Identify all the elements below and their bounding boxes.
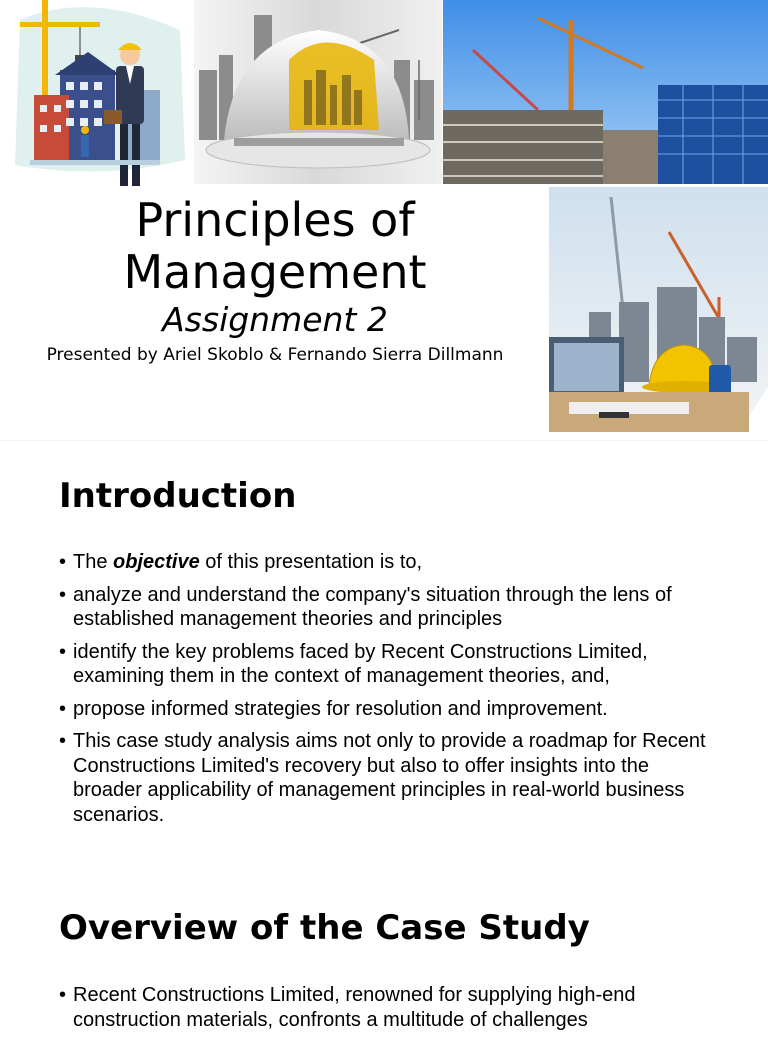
introduction-bullets [59,550,719,835]
presenters: Presented by Ariel Skoblo & Fernando Sierra Dillmann [46,345,504,365]
overview-bullets [59,983,719,1040]
list-item: • propose informed strategies for resolution and improvement. [59,697,719,722]
list-item: • The objective of this presentation is to, [59,550,719,575]
hard-hat-city-photo [194,0,442,184]
list-item: • analyze and understand the company's situation through the lens of established management theories and principles [59,583,719,632]
list-item: • Recent Constructions Limited, renowned for supplying high-end construction materials, confronts a multitude of challenges [59,983,719,1032]
title-block [0,194,550,366]
introduction-heading: Introduction [59,476,297,516]
title-slide [0,0,768,440]
cranes-buildings-photo [443,0,768,184]
list-item: • This case study analysis aims not only to provide a roadmap for Recent Constructions Limited's recovery but also to offer insights into the broader applicability of management principles in real-world business scenarios. [59,729,719,827]
subtitle: Assignment 2 [162,300,388,339]
list-item: • identify the key problems faced by Recent Constructions Limited, examining them in the context of management theories, and, [59,640,719,689]
title-line-2: Management [123,245,427,299]
overview-heading: Overview of the Case Study [59,908,590,948]
emphasis-objective: objective [113,551,200,573]
title-line-1: Principles of [135,193,415,247]
cartoon-engineer-illustration [0,0,193,188]
slide-divider [0,440,768,441]
construction-desk-photo [549,187,768,432]
